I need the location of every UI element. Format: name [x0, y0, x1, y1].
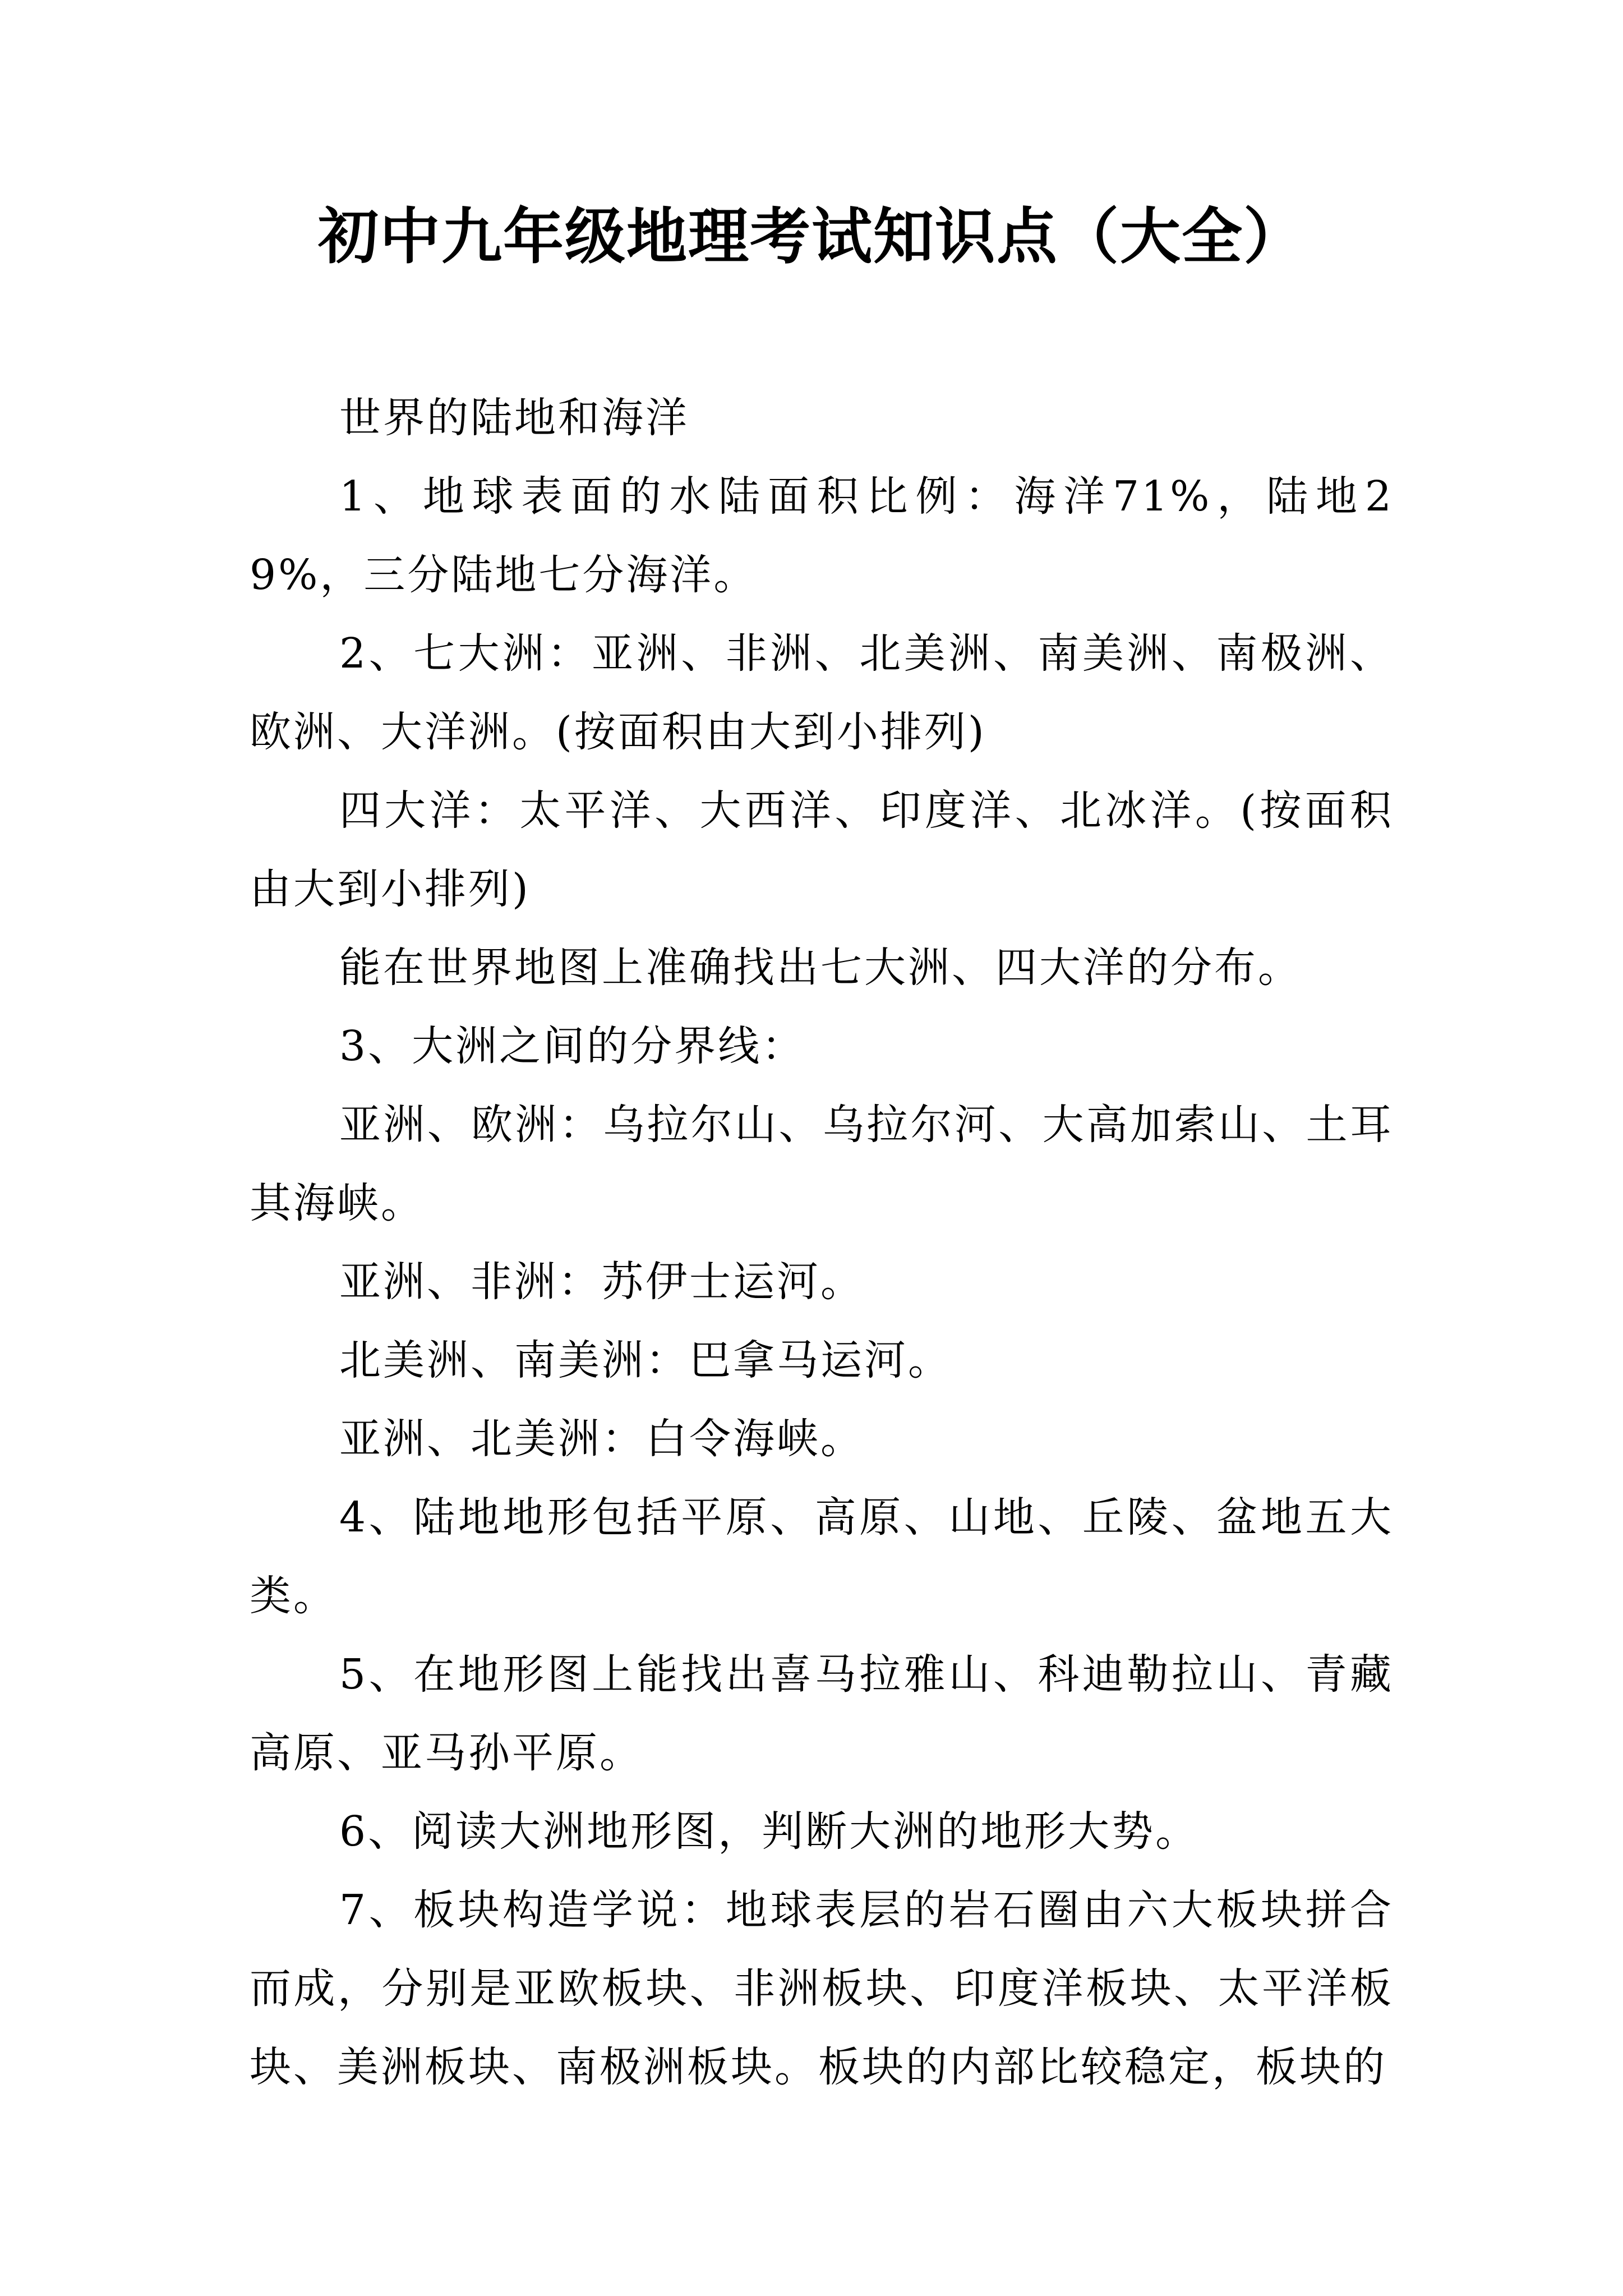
paragraph-5: 3、大洲之间的分界线：	[339, 1022, 806, 1070]
paragraph-11: 5、在地形图上能找出喜马拉雅山、科迪勒拉山、青藏高原、亚马孙平原。	[250, 1650, 1394, 1777]
paragraph-12: 6、阅读大洲地形图，判断大洲的地形大势。	[339, 1807, 1200, 1856]
paragraph-6: 亚洲、欧洲：乌拉尔山、乌拉尔河、大高加索山、土耳其海峡。	[250, 1101, 1394, 1227]
document-body	[250, 379, 1394, 2106]
paragraph-8: 北美洲、南美洲：巴拿马运河。	[339, 1336, 952, 1384]
document-title: 初中九年级地理考试知识点（大全）	[317, 201, 1305, 272]
paragraph-1: 1、地球表面的水陆面积比例：海洋71%，陆地29%，三分陆地七分海洋。	[250, 472, 1394, 599]
paragraph-7: 亚洲、非洲：苏伊士运河。	[339, 1258, 864, 1306]
paragraph-13: 7、板块构造学说：地球表层的岩石圈由六大板块拼合而成，分别是亚欧板块、非洲板块、印度洋板块、太平洋板块、美洲板块、南极洲板块。板块的内部比较稳定，板块的	[250, 1886, 1394, 2091]
section-heading: 世界的陆地和海洋	[339, 394, 689, 442]
paragraph-10: 4、陆地地形包括平原、高原、山地、丘陵、盆地五大类。	[250, 1493, 1394, 1620]
paragraph-2: 2、七大洲：亚洲、非洲、北美洲、南美洲、南极洲、欧洲、大洋洲。(按面积由大到小排列)	[250, 629, 1394, 756]
paragraph-3: 四大洋：太平洋、大西洋、印度洋、北冰洋。(按面积由大到小排列)	[250, 786, 1394, 913]
paragraph-4: 能在世界地图上准确找出七大洲、四大洋的分布。	[339, 944, 1302, 992]
paragraph-9: 亚洲、北美洲：白令海峡。	[339, 1415, 864, 1463]
